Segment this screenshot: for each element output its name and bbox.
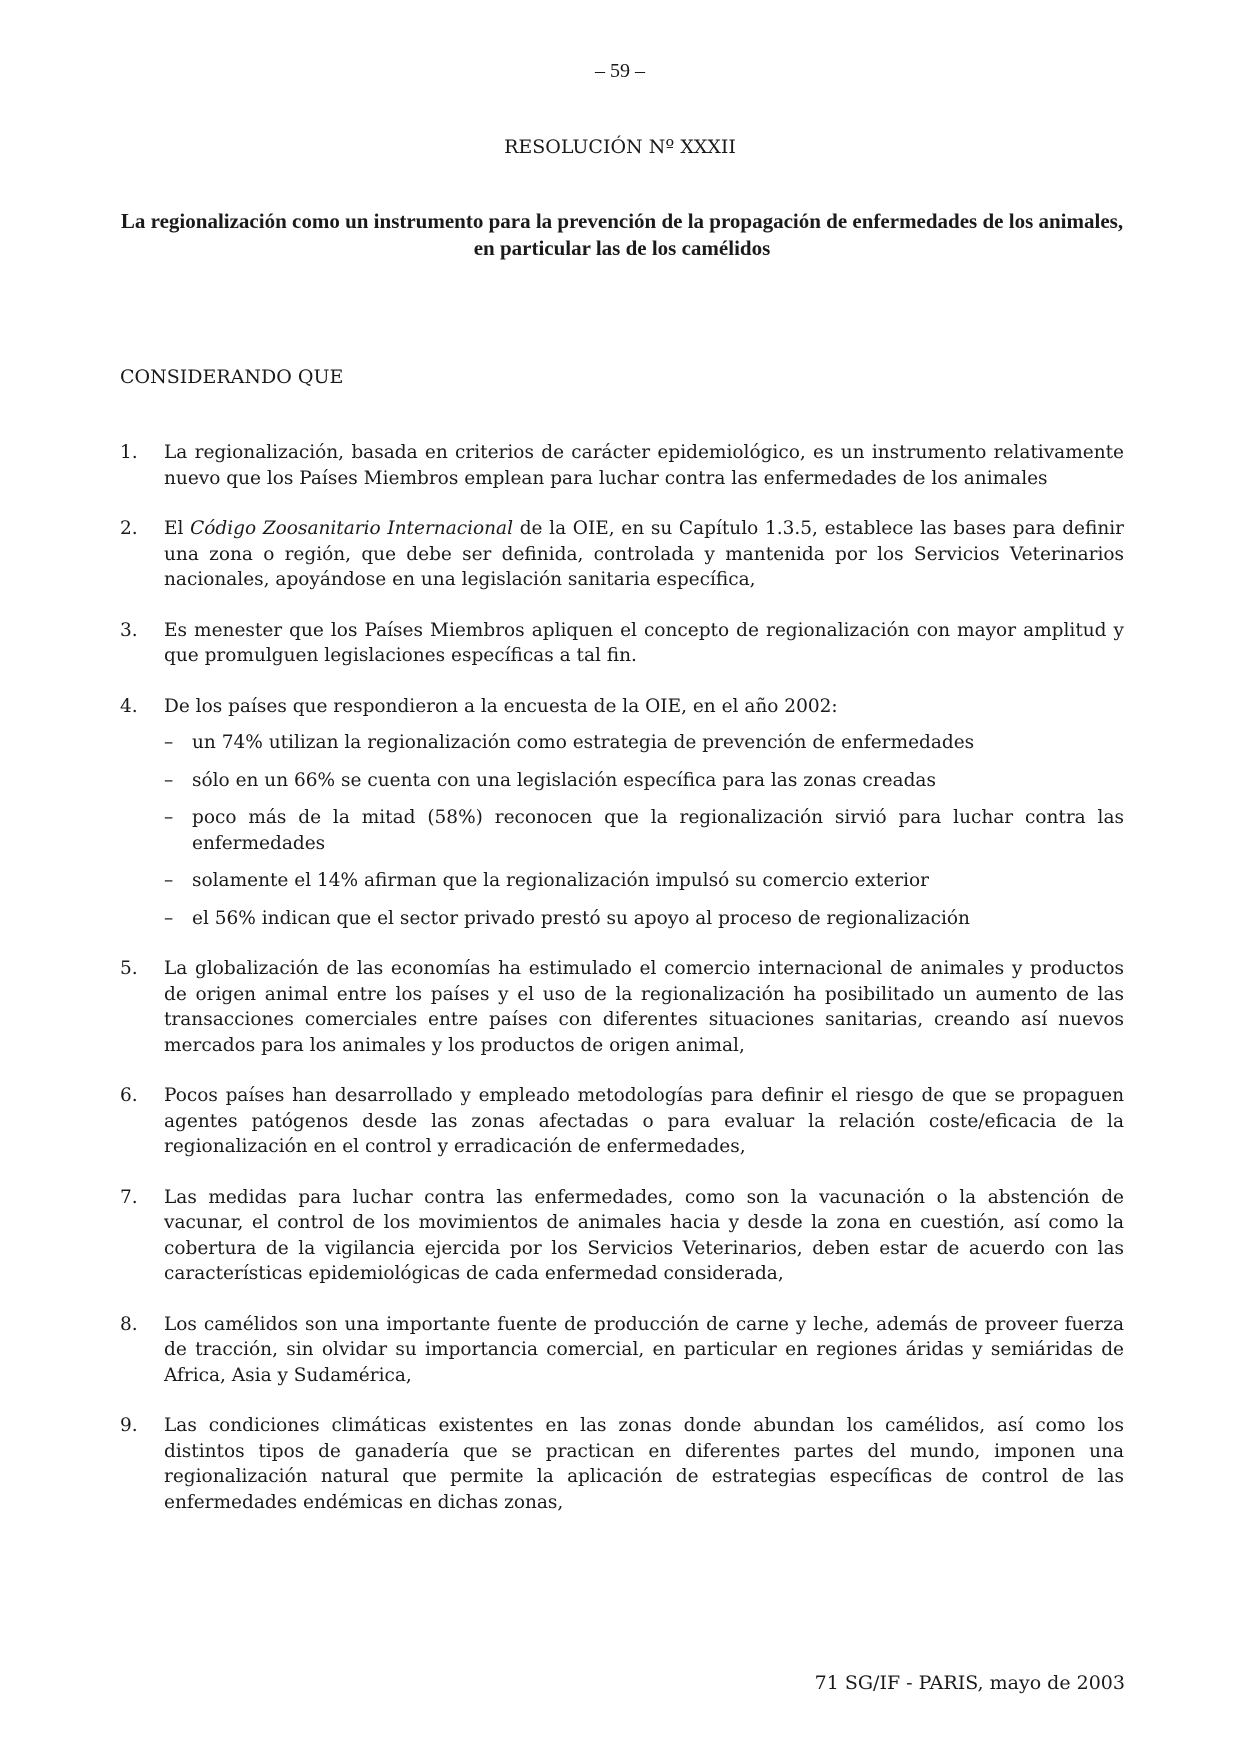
list-item	[120, 516, 1124, 593]
sub-list-item	[164, 730, 1124, 756]
item-text	[164, 516, 1124, 593]
item-text: De los países que respondieron a la encuesta de la OIE, en el año 2002:	[164, 695, 838, 717]
item-text: Las condiciones climáticas existentes en las zonas donde abundan los camélidos, así como los distintos tipos de ganadería que se practican en diferentes partes del mundo, imponen una regionalización natural que permite la aplicación de estrategias específicas de control de las enfermedades endémicas en dichas zonas,	[164, 1415, 1124, 1513]
item-number: 5.	[120, 958, 138, 979]
item-text: Las medidas para luchar contra las enfermedades, como son la vacunación o la abstención de vacunar, el control de los movimientos de animales hacia y desde la zona en cuestión, así como la cobertura de la vigilancia ejercida por los Servicios Veterinarios, deben estar de acuerdo con las características epidemiológicas de cada enfermedad considerada,	[164, 1186, 1124, 1284]
sub-item-text: el 56% indican que el sector privado prestó su apoyo al proceso de regionalización	[192, 907, 970, 929]
item-number: 6.	[120, 1085, 138, 1106]
item-number: 1.	[120, 442, 138, 463]
dash-bullet: –	[164, 870, 174, 891]
document-title: La regionalización como un instrumento para la prevención de la propagación de enfermedades de los animales, en particular las de los camélidos	[120, 209, 1124, 260]
sub-item-text: un 74% utilizan la regionalización como estrategia de prevención de enfermedades	[192, 732, 975, 753]
item-text: La regionalización, basada en criterios de carácter epidemiológico, es un instrumento relativamente nuevo que los Países Miembros emplean para luchar contra las enfermedades de los animales	[164, 442, 1124, 489]
sub-item-text: poco más de la mitad (58%) reconocen que la regionalización sirvió para luchar contra las enfermedades	[192, 807, 1124, 854]
item-number: 7.	[120, 1186, 138, 1208]
page-number: – 59 –	[595, 60, 645, 82]
item-text-post: de la OIE, en su Capítulo 1.3.5, establece las bases para definir una zona o región, que debe ser definida, controlada y mantenida por los Servicios Veterinarios nacionales, apoyándose en una legislación sanitaria específica,	[164, 518, 1124, 590]
item-number: 8.	[120, 1313, 138, 1335]
considerando-list	[120, 440, 1124, 1540]
sub-list-item	[164, 868, 1124, 894]
list-item	[120, 1312, 1124, 1389]
item-number: 9.	[120, 1415, 138, 1436]
list-item	[120, 956, 1124, 1058]
item-body	[164, 694, 1124, 932]
code-title-italic: Código Zoosanitario Internacional	[190, 518, 514, 539]
list-item	[120, 694, 1124, 932]
sub-item-text: sólo en un 66% se cuenta con una legislación específica para las zonas creadas	[192, 769, 936, 791]
list-item	[120, 1185, 1124, 1287]
list-item	[120, 618, 1124, 669]
sub-list-item	[164, 906, 1124, 932]
section-heading: CONSIDERANDO QUE	[120, 366, 344, 388]
dash-bullet: –	[164, 907, 174, 929]
sub-list-item	[164, 805, 1124, 856]
item-number: 3.	[120, 619, 138, 641]
item-text: La globalización de las economías ha estimulado el comercio internacional de animales y productos de origen animal entre los países y el uso de la regionalización ha posibilitado un aumento de las transacciones comerciales entre países con diferentes situaciones sanitarias, creando así nuevos mercados para los animales y los productos de origen animal,	[164, 958, 1124, 1056]
sub-list-item	[164, 768, 1124, 794]
item-text-pre: El	[164, 518, 191, 539]
item-number: 2.	[120, 518, 138, 539]
resolution-number: RESOLUCIÓN Nº XXXII	[504, 136, 736, 158]
dash-bullet: –	[164, 769, 174, 791]
item-text: Los camélidos son una importante fuente de producción de carne y leche, además de proveer fuerza de tracción, sin olvidar su importancia comercial, en particular en regiones áridas y semiáridas de Africa, Asia y Sudamérica,	[164, 1313, 1124, 1386]
item-text: Es menester que los Países Miembros apliquen el concepto de regionalización con mayor amplitud y que promulguen legislaciones específicas a tal fin.	[164, 619, 1124, 666]
list-item	[120, 1413, 1124, 1515]
item-text: Pocos países han desarrollado y empleado metodologías para definir el riesgo de que se propaguen agentes patógenos desde las zonas afectadas o para evaluar la relación coste/eficacia de la regionalización en el control y erradicación de enfermedades,	[164, 1085, 1124, 1157]
sub-item-text: solamente el 14% afirman que la regionalización impulsó su comercio exterior	[192, 870, 930, 891]
page-footer: 71 SG/IF - PARIS, mayo de 2003	[814, 1672, 1125, 1694]
list-item	[120, 1083, 1124, 1160]
dash-bullet: –	[164, 807, 174, 828]
dash-bullet: –	[164, 732, 174, 753]
item-number: 4.	[120, 695, 138, 717]
list-item	[120, 440, 1124, 491]
survey-results-list	[164, 730, 1124, 931]
